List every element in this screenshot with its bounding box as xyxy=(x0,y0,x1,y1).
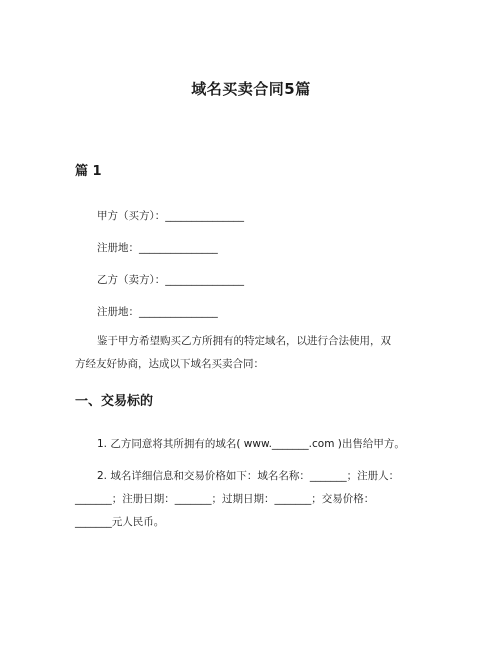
preamble-line-1: 鉴于甲方希望购买乙方所拥有的特定域名，以进行合法使用，双 xyxy=(97,335,391,347)
preamble-line-2: 方经友好协商，达成以下域名买卖合同： xyxy=(75,358,264,370)
clause-1: 1. 乙方同意将其所拥有的域名( www._______.com )出售给甲方。 xyxy=(97,438,405,450)
section-heading-1: 篇 1 xyxy=(75,164,102,179)
buyer-address-line: 注册地：_______________ xyxy=(97,242,218,254)
document-title: 域名买卖合同5篇 xyxy=(191,80,311,98)
heading-transaction-subject: 一、交易标的 xyxy=(75,394,154,409)
buyer-line: 甲方（买方）：_______________ xyxy=(97,210,244,222)
clause-2-line-2: _______；注册日期：_______；过期日期：_______；交易价格： xyxy=(75,493,375,505)
clause-2-line-1: 2. 域名详细信息和交易价格如下：域名名称：_______；注册人： xyxy=(97,470,400,482)
seller-line: 乙方（卖方）：_______________ xyxy=(97,274,244,286)
clause-2-line-3: _______元人民币。 xyxy=(75,516,165,528)
seller-address-line: 注册地：_______________ xyxy=(97,306,218,318)
